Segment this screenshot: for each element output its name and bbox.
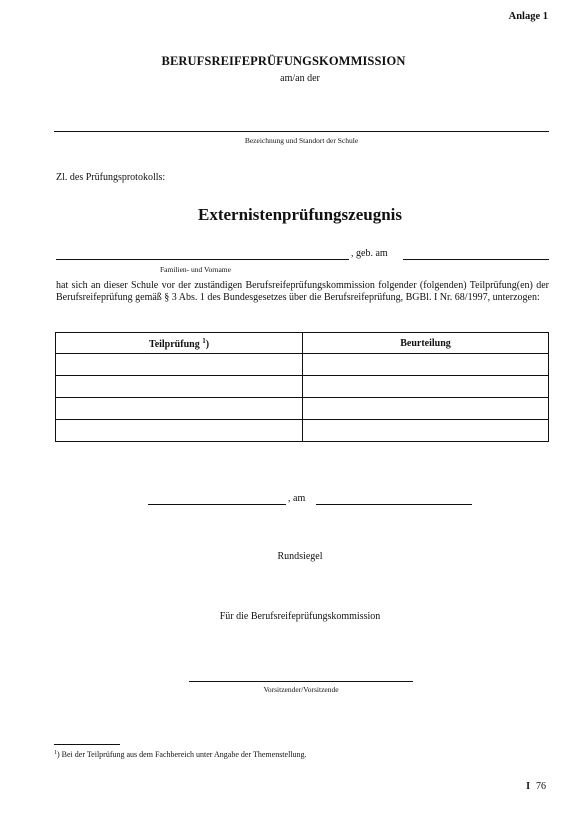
school-name-line[interactable]: [54, 131, 549, 132]
signature-line[interactable]: [189, 681, 413, 682]
page-section: I: [526, 781, 530, 792]
grade-cell[interactable]: [303, 354, 549, 376]
table-row: [56, 420, 549, 442]
footnote-reference: 1: [202, 336, 206, 345]
table-row: [56, 354, 549, 376]
school-caption: Bezeichnung und Standort der Schule: [244, 136, 359, 145]
exam-results-table: [55, 332, 549, 442]
footnote: [54, 750, 307, 759]
grade-cell[interactable]: [303, 398, 549, 420]
column-header-grade: Beurteilung: [303, 333, 549, 354]
page-title: Externistenprüfungszeugnis: [197, 205, 403, 224]
page-number: [526, 781, 546, 792]
annex-label: Anlage 1: [508, 11, 548, 22]
footnote-text: Bei der Teilprüfung aus dem Fachbereich unter Angabe der Themenstellung.: [59, 750, 307, 759]
partial-exam-cell[interactable]: [56, 354, 303, 376]
signature-caption: Vorsitzender/Vorsitzende: [263, 685, 339, 694]
born-label: , geb. am: [351, 248, 388, 259]
partial-exam-cell[interactable]: [56, 420, 303, 442]
footnote-mark: 1: [54, 750, 57, 756]
partial-exam-cell[interactable]: [56, 376, 303, 398]
for-commission-label: Für die Berufsreifeprüfungskommission: [219, 611, 381, 622]
footnote-divider: [54, 744, 120, 745]
name-field-line[interactable]: [56, 259, 349, 260]
footnote-reference-paren: ): [205, 338, 210, 350]
name-caption: Familien- und Vorname: [160, 265, 231, 274]
column-header-partial-exam-label: Teilprüfung: [148, 338, 200, 350]
at-label: am/an der: [280, 73, 320, 84]
partial-exam-cell[interactable]: [56, 398, 303, 420]
grade-cell[interactable]: [303, 420, 549, 442]
table-row: [56, 376, 549, 398]
body-paragraph: hat sich an dieser Schule vor der zuständigen Berufsreifeprüfungskommission folgender (folgenden) Teilprüfung(en) der Berufsreifeprüfung gemäß § 3 Abs. 1 des Bundesgesetzes über die Berufsreifeprüfung, BGBl. I Nr. 68/1997, unterzogen:: [56, 280, 549, 303]
page-number-value: 76: [536, 781, 546, 792]
date-field-line[interactable]: [316, 504, 472, 505]
footnote-mark-paren: ): [57, 750, 60, 759]
table-header-row: [56, 333, 549, 354]
date-label: , am: [288, 493, 306, 504]
birthdate-field-line[interactable]: [403, 259, 549, 260]
grade-cell[interactable]: [303, 376, 549, 398]
place-field-line[interactable]: [148, 504, 286, 505]
column-header-partial-exam: [56, 333, 303, 354]
seal-label: Rundsiegel: [277, 551, 323, 562]
table-row: [56, 398, 549, 420]
commission-heading: BERUFSREIFEPRÜFUNGSKOMMISSION: [161, 54, 406, 68]
protocol-number-label: Zl. des Prüfungsprotokolls:: [56, 172, 166, 183]
